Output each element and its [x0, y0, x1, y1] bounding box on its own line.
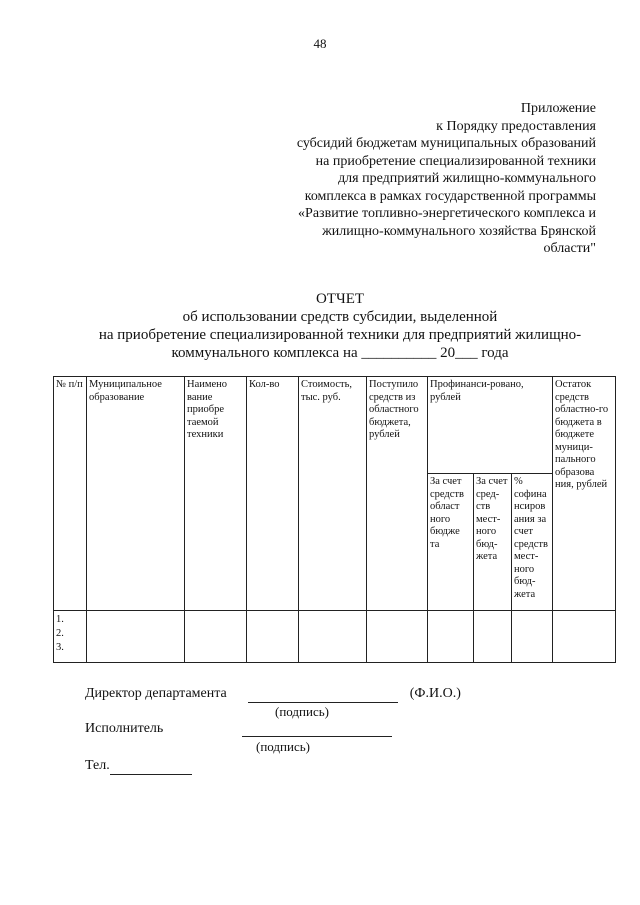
- executor-signature-line: [242, 722, 392, 737]
- appendix-line: на приобретение специализированной техники: [315, 153, 596, 169]
- header-num: № п/п: [54, 377, 87, 611]
- row-number: 2.: [56, 628, 64, 639]
- cell-empty: [185, 611, 247, 663]
- appendix-block: [297, 100, 596, 258]
- appendix-line: субсидий бюджетам муниципальных образований: [296, 136, 596, 151]
- appendix-line: Приложение: [520, 101, 596, 116]
- appendix-line: области": [543, 241, 596, 256]
- header-fin-local: За счет сред-ств мест-ного бюд-жета: [474, 474, 512, 611]
- report-title: ОТЧЕТ: [315, 291, 365, 307]
- signature-caption: (подпись): [256, 739, 310, 754]
- header-municipality: Муниципальное образование: [87, 377, 185, 611]
- report-subtitle-line: коммунального комплекса на __________ 20___ года: [171, 345, 509, 361]
- header-qty: Кол-во: [247, 377, 299, 611]
- director-label: Директор департамента: [85, 686, 227, 701]
- cell-empty: [87, 611, 185, 663]
- executor-row: [85, 721, 163, 737]
- director-row: [85, 686, 461, 703]
- header-financed: Профинанси-ровано, рублей: [428, 377, 553, 474]
- appendix-line: комплекса в рамках государственной программы: [304, 188, 596, 204]
- report-subtitle-line: на приобретение специализированной техники для предприятий жилищно-: [98, 327, 582, 343]
- phone-row: [85, 758, 192, 775]
- report-table: [53, 376, 616, 663]
- header-received: Поступило средств из областного бюджета, рублей: [367, 377, 428, 611]
- appendix-line: жилищно-коммунального хозяйства Брянской: [322, 223, 596, 239]
- cell-empty: [512, 611, 553, 663]
- appendix-line: к Порядку предоставления: [436, 118, 596, 134]
- phone-line: [110, 758, 192, 775]
- report-title-block: [0, 290, 640, 362]
- page-number: 48: [313, 36, 327, 51]
- director-signature-line: [248, 686, 398, 703]
- cell-empty: [428, 611, 474, 663]
- header-remainder: Остаток средств областно-го бюджета в бюджете муници-пального образова ния, рублей: [553, 377, 616, 611]
- director-fio: (Ф.И.О.): [409, 686, 461, 701]
- cell-empty: [553, 611, 616, 663]
- report-subtitle-line: об использовании средств субсидии, выделенной: [182, 309, 498, 325]
- cell-empty: [299, 611, 367, 663]
- appendix-line: для предприятий жилищно-коммунального: [338, 171, 596, 186]
- row-number: 3.: [56, 642, 64, 653]
- header-fin-percent: % софина нсиров ания за счет средств мест-ного бюд-жета: [512, 474, 553, 611]
- header-name: Наимено вание приобре таемой техники: [185, 377, 247, 611]
- cell-empty: [367, 611, 428, 663]
- signature-caption: (подпись): [275, 704, 329, 719]
- row-numbers-cell: [54, 611, 87, 663]
- executor-label: Исполнитель: [85, 721, 164, 736]
- cell-empty: [247, 611, 299, 663]
- row-number: 1.: [56, 614, 64, 625]
- phone-label: Тел.: [85, 758, 110, 773]
- appendix-line: «Развитие топливно-энергетического комплекса и: [298, 206, 596, 221]
- cell-empty: [474, 611, 512, 663]
- header-cost: Стоимость, тыс. руб.: [299, 377, 367, 611]
- header-fin-regional: За счет средств област ного бюдже та: [428, 474, 474, 611]
